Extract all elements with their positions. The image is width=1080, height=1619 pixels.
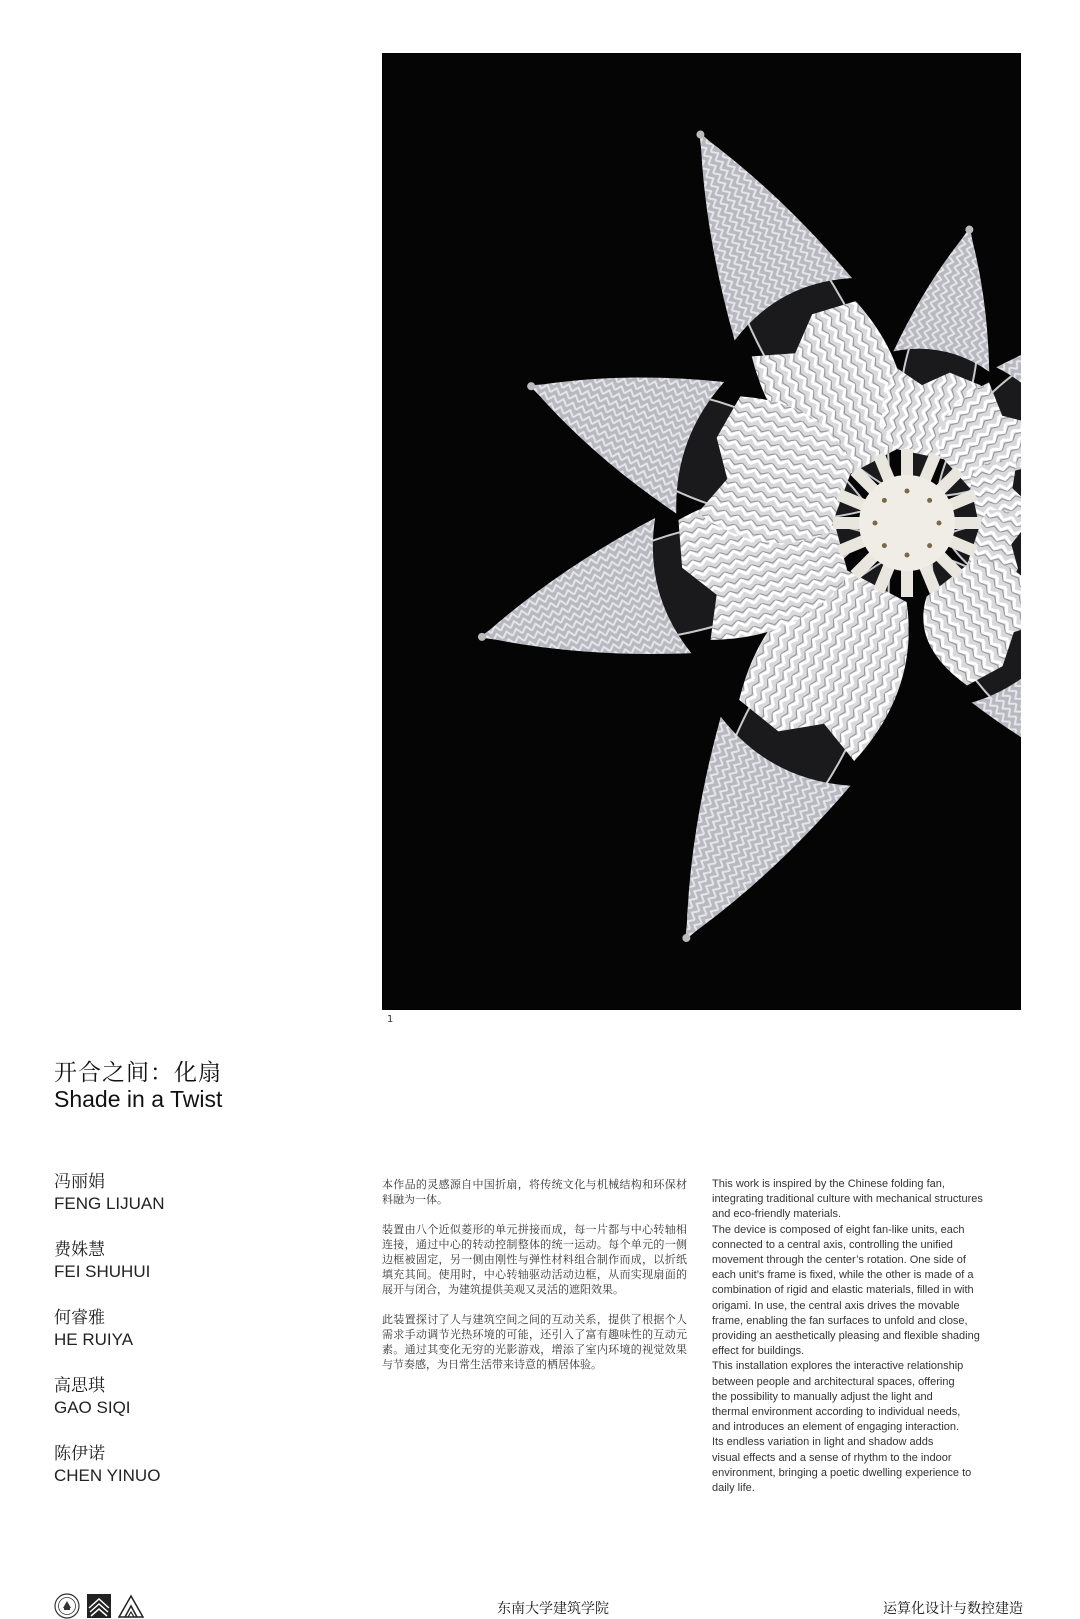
author-name-en: FENG LIJUAN (54, 1194, 165, 1213)
author-5 (54, 1443, 165, 1511)
author-name-en: HE RUIYA (54, 1330, 134, 1349)
description-en-line: and eco-friendly materials. (712, 1208, 842, 1221)
installation-photo (382, 53, 1021, 1010)
description-en-line: movement through the center’s rotation. One side of (712, 1254, 966, 1267)
folding-fan-image (382, 53, 1021, 1010)
description-en-line: integrating traditional culture with mechanical structures (712, 1193, 983, 1206)
author-name-cn: 费姝慧 (54, 1240, 105, 1260)
author-1 (54, 1171, 165, 1239)
description-en-line: effect for buildings. (712, 1345, 805, 1358)
description-cn-paragraph: 本作品的灵感源自中国折扇，将传统文化与机械结构和环保材料融为一体。 (382, 1178, 687, 1206)
description-en-line: This work is inspired by the Chinese folding fan, (712, 1178, 945, 1190)
author-name-en: GAO SIQI (54, 1398, 131, 1417)
author-name-cn: 冯丽娟 (54, 1172, 105, 1192)
description-en-line: This installation explores the interactive relationship (712, 1360, 964, 1373)
university-seal-icon (54, 1593, 80, 1619)
description-en-line: origami. In use, the central axis drives the movable (712, 1299, 960, 1312)
author-name-cn: 陈伊诺 (54, 1444, 105, 1464)
author-3 (54, 1307, 165, 1375)
author-2 (54, 1239, 165, 1307)
description-en-line: frame, enabling the fan surfaces to unfold and close, (712, 1314, 968, 1327)
mountain-logo-icon (118, 1593, 144, 1619)
description-en (712, 1177, 1024, 1496)
description-en-line: each unit’s frame is fixed, while the other is made of a (712, 1269, 974, 1282)
description-en-line: daily life. (712, 1482, 755, 1495)
footer-course-name: 运算化设计与数控建造 (883, 1601, 1023, 1617)
description-cn-paragraph: 此装置探讨了人与建筑空间之间的互动关系，提供了根据个人需求手动调节光热环境的可能，还引入了富有趣味性的互动元素。通过其变化无穷的光影游戏，增添了室内环境的视觉效果与节奏感，为日常生活带来诗意的栖居体验。 (382, 1313, 687, 1371)
description-en-line: connected to a central axis, controlling the unified (712, 1238, 953, 1251)
school-emblem-icon (86, 1593, 112, 1619)
footer-logos (54, 1593, 144, 1619)
author-name-cn: 何睿雅 (54, 1308, 105, 1328)
description-en-line: thermal environment according to individual needs, (712, 1406, 961, 1419)
description-en-line: visual effects and a sense of rhythm to the indoor (712, 1451, 952, 1464)
author-4 (54, 1375, 165, 1443)
description-en-line: The device is composed of eight fan-like units, each (712, 1223, 965, 1236)
project-title-en: Shade in a Twist (54, 1086, 223, 1112)
description-en-line: the possibility to manually adjust the light and (712, 1390, 933, 1403)
footer-school-name: 东南大学建筑学院 (497, 1601, 609, 1617)
description-en-line: between people and architectural spaces, offering (712, 1375, 955, 1388)
figure-number: 1 (387, 1014, 394, 1025)
description-cn (382, 1177, 687, 1387)
author-name-cn: 高思琪 (54, 1376, 105, 1396)
project-title-cn: 开合之间：化扇 (54, 1060, 222, 1086)
author-name-en: CHEN YINUO (54, 1466, 161, 1485)
description-en-line: environment, bringing a poetic dwelling experience to (712, 1466, 972, 1479)
description-en-line: providing an aesthetically pleasing and flexible shading (712, 1330, 980, 1343)
description-en-line: and introduces an element of engaging interaction. (712, 1421, 960, 1434)
description-en-line: Its endless variation in light and shadow adds (712, 1436, 934, 1449)
author-list (54, 1171, 165, 1511)
description-cn-paragraph: 装置由八个近似菱形的单元拼接而成，每一片都与中心转轴相连接，通过中心的转动控制整体的统一运动。每个单元的一侧边框被固定，另一侧由刚性与弹性材料组合制作而成，以折纸填充其间。使用时，中心转轴驱动活动边框，从而实现扇面的展开与闭合，为建筑提供美观又灵活的遮阳效果。 (382, 1223, 687, 1296)
description-en-line: combination of rigid and elastic materials, filled in with (712, 1284, 974, 1297)
author-name-en: FEI SHUHUI (54, 1262, 151, 1281)
